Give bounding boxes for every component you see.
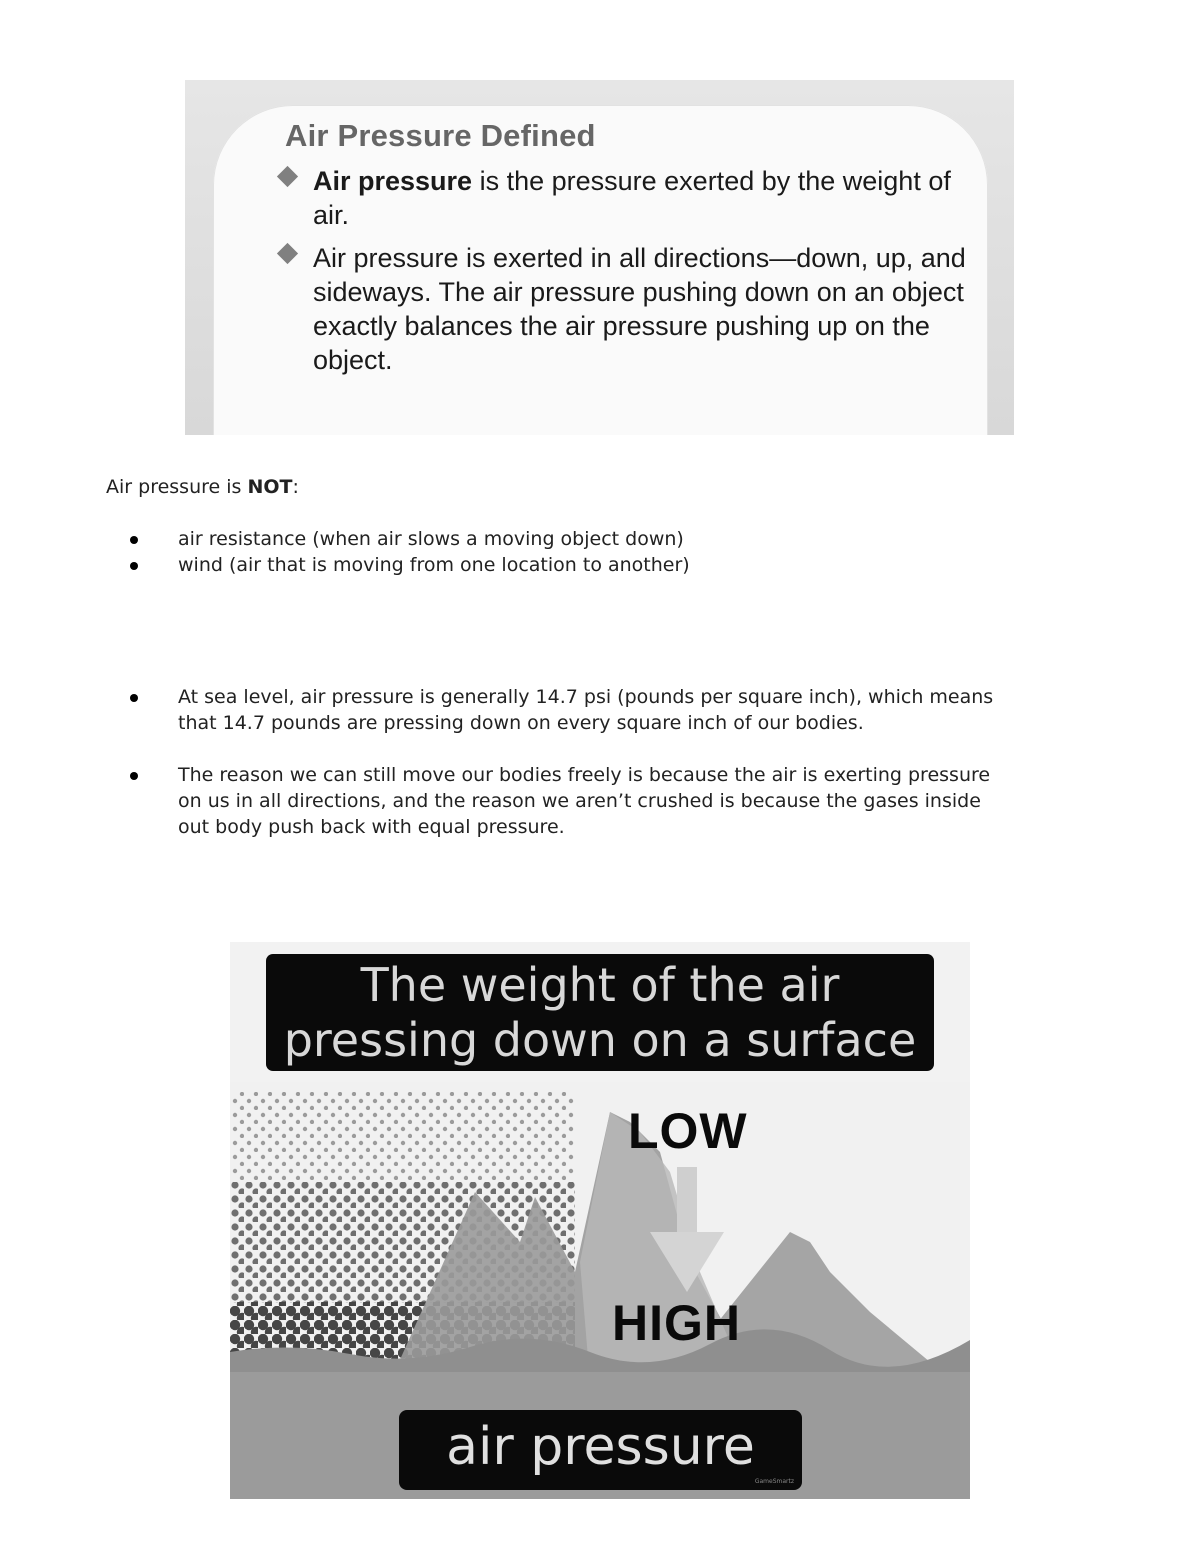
slide-bullet-definition	[313, 164, 973, 232]
not-heading-suffix: :	[292, 476, 299, 498]
poster-footer-title	[399, 1410, 802, 1490]
list-item	[106, 552, 1006, 578]
not-heading-prefix: Air pressure is	[106, 476, 248, 498]
bullet-dot-icon	[130, 772, 138, 780]
slide-bullet-directions	[313, 241, 973, 377]
list-item-text: At sea level, air pressure is generally 14.7 psi (pounds per square inch), which means that 14.7 pounds are pressing down on every square inch of our bodies.	[178, 686, 994, 734]
poster-banner-line2: pressing down on a surface	[283, 1013, 917, 1067]
list-item	[106, 526, 1006, 552]
list-item-text: wind (air that is moving from one location to another)	[178, 554, 690, 576]
facts-list	[106, 684, 1006, 840]
list-item-text: The reason we can still move our bodies freely is because the air is exerting pressure on us in all directions, and the reason we aren’t crushed is because the gases inside out body push back with equal pressure.	[178, 764, 991, 838]
slide-bullet-directions-text: Air pressure is exerted in all directions—down, up, and sideways. The air pressure pushing down on an object exactly balances the air pressure pushing up on the object.	[313, 243, 966, 375]
list-item-text: air resistance (when air slows a moving object down)	[178, 528, 684, 550]
list-item	[106, 684, 1006, 736]
poster-banner	[266, 954, 934, 1071]
not-list	[106, 526, 1006, 578]
not-heading	[106, 474, 299, 500]
slide-bullet-term: Air pressure	[313, 166, 473, 196]
air-pressure-slide-image	[185, 80, 1014, 435]
not-heading-emphasis: NOT	[247, 476, 293, 498]
slide-title: Air Pressure Defined	[285, 118, 596, 153]
bullet-dot-icon	[130, 536, 138, 544]
low-pressure-label: LOW	[628, 1103, 748, 1159]
poster-footer-text: air pressure	[446, 1417, 755, 1477]
bullet-dot-icon	[130, 694, 138, 702]
list-item	[106, 762, 1006, 840]
bullet-dot-icon	[130, 562, 138, 570]
air-pressure-poster-image	[230, 942, 970, 1499]
poster-banner-line1: The weight of the air	[360, 958, 840, 1012]
brand-logo: GameSmartz	[754, 1478, 794, 1485]
slide-bullet-definition-text: is the pressure exerted by the weight of air.	[313, 166, 951, 230]
high-pressure-label: HIGH	[612, 1295, 741, 1351]
